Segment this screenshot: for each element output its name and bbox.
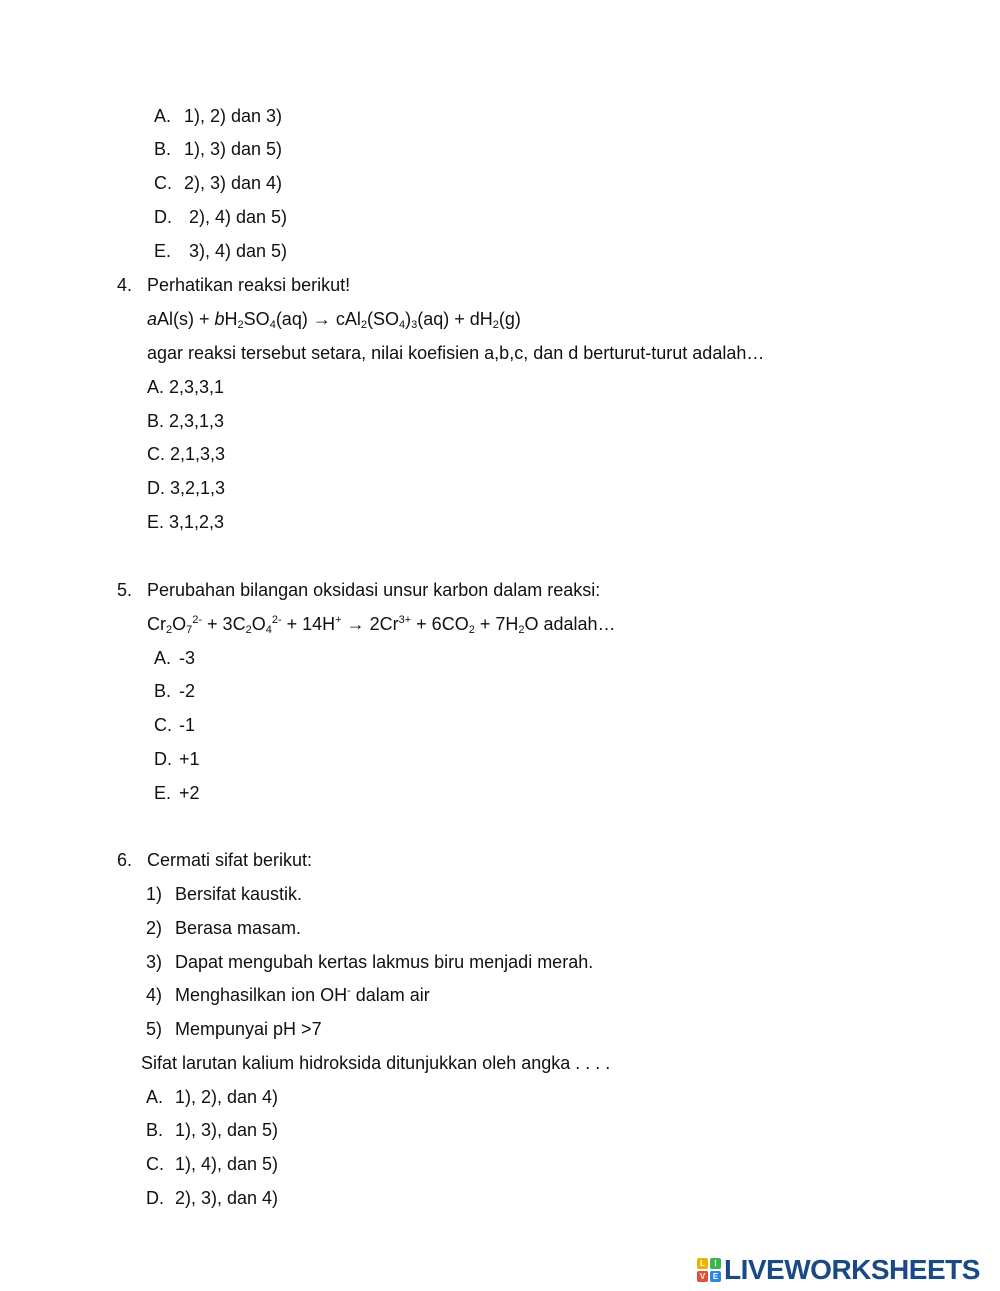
eq-sup: + xyxy=(335,614,342,626)
logo-letter-v: V xyxy=(697,1271,708,1282)
eq-part: (g) xyxy=(498,309,521,329)
option-text: 2), 4) dan 5) xyxy=(189,207,288,227)
item-sup: - xyxy=(347,985,351,997)
q3-option-a[interactable] xyxy=(154,104,282,128)
item-label: 1) xyxy=(146,884,163,904)
option-text: +2 xyxy=(179,783,200,803)
brand-name: LIVEWORKSHEETS xyxy=(724,1254,980,1285)
eq-part: → 2Cr xyxy=(341,614,399,634)
q6-item-3 xyxy=(146,950,593,974)
eq-part: + 6CO xyxy=(411,614,469,634)
q4-option-d[interactable]: D. 3,2,1,3 xyxy=(147,478,226,498)
q6-item-4 xyxy=(146,983,430,1007)
eq-sup: 3+ xyxy=(398,614,412,626)
option-label: D. xyxy=(154,749,172,769)
eq-sub: 3 xyxy=(411,319,418,331)
q5-prompt xyxy=(117,578,600,602)
option-label: A. xyxy=(154,106,172,126)
q6-option-c[interactable] xyxy=(146,1152,278,1176)
item-label: 2) xyxy=(146,918,163,938)
eq-part: O xyxy=(251,614,266,634)
q6-prompt xyxy=(117,848,312,872)
eq-part: H xyxy=(224,309,238,329)
item-label: 3) xyxy=(146,952,163,972)
q4-instruction: agar reaksi tersebut setara, nilai koefisien a,b,c, dan d berturut-turut adalah… xyxy=(147,343,765,363)
liveworksheets-logo[interactable] xyxy=(697,1255,980,1285)
q4-prompt xyxy=(117,273,350,297)
eq-sub: 4 xyxy=(265,624,272,636)
item-label: 5) xyxy=(146,1019,163,1039)
q5-option-b[interactable] xyxy=(154,679,195,703)
eq-part: (aq) + dH xyxy=(417,309,493,329)
question-number: 6. xyxy=(117,850,133,870)
eq-sub: 2 xyxy=(245,624,252,636)
option-text: +1 xyxy=(179,749,200,769)
eq-part: Cr xyxy=(147,614,166,634)
q5-option-a[interactable] xyxy=(154,646,195,670)
option-text: -2 xyxy=(179,681,196,701)
eq-sub: 4 xyxy=(398,319,406,331)
item-text: Mempunyai pH >7 xyxy=(175,1019,322,1039)
q6-option-d[interactable] xyxy=(146,1186,278,1210)
eq-sub: 4 xyxy=(269,319,276,331)
item-text-post: dalam air xyxy=(350,985,430,1005)
q5-option-c[interactable] xyxy=(154,713,195,737)
item-text: Berasa masam. xyxy=(175,918,302,938)
question-text: Perubahan bilangan oksidasi unsur karbon dalam reaksi: xyxy=(147,580,601,600)
q6-option-b[interactable] xyxy=(146,1118,278,1142)
eq-part: O xyxy=(172,614,187,634)
q6-item-1 xyxy=(146,882,302,906)
option-label: A. xyxy=(146,1087,164,1107)
eq-part: (SO xyxy=(366,309,399,329)
option-text: 1), 2), dan 4) xyxy=(175,1087,279,1107)
eq-sub: 2 xyxy=(492,319,499,331)
q4-option-c[interactable]: C. 2,1,3,3 xyxy=(147,444,226,464)
item-text: Menghasilkan ion OH xyxy=(175,985,348,1005)
q6-option-a[interactable] xyxy=(146,1085,278,1109)
logo-icon xyxy=(697,1258,721,1282)
option-text: -1 xyxy=(179,715,196,735)
option-label: D. xyxy=(146,1188,164,1208)
q5-option-e[interactable] xyxy=(154,781,200,805)
q5-option-d[interactable] xyxy=(154,747,200,771)
q5-equation xyxy=(147,612,616,636)
item-text: Dapat mengubah kertas lakmus biru menjadi merah. xyxy=(175,952,594,972)
q6-item-2 xyxy=(146,916,301,940)
eq-part: + 14H xyxy=(281,614,336,634)
q6-question: Sifat larutan kalium hidroksida ditunjukkan oleh angka . . . . xyxy=(141,1053,611,1073)
q3-option-b[interactable] xyxy=(154,137,282,161)
logo-letter-i: I xyxy=(710,1258,721,1269)
option-label: C. xyxy=(154,715,172,735)
eq-sub: 2 xyxy=(166,624,173,636)
q3-option-e[interactable] xyxy=(154,239,287,263)
option-label: B. xyxy=(154,681,172,701)
eq-sub: 2 xyxy=(237,319,244,331)
q6-item-5 xyxy=(146,1017,322,1041)
coef-b: b xyxy=(214,309,225,329)
eq-part: (aq) → cAl xyxy=(275,309,361,329)
option-text: 2), 3) dan 4) xyxy=(184,173,283,193)
option-text: 2), 3), dan 4) xyxy=(175,1188,279,1208)
option-label: D. xyxy=(154,207,172,227)
question-text: Perhatikan reaksi berikut! xyxy=(147,275,351,295)
option-text: 1), 3), dan 5) xyxy=(175,1120,279,1140)
q3-option-c[interactable] xyxy=(154,171,282,195)
option-text: 1), 3) dan 5) xyxy=(184,139,283,159)
question-number: 4. xyxy=(117,275,133,295)
q4-option-b[interactable]: B. 2,3,1,3 xyxy=(147,411,225,431)
option-label: E. xyxy=(154,783,172,803)
eq-part: ) xyxy=(405,309,412,329)
logo-letter-e: E xyxy=(710,1271,721,1282)
eq-part: Al(s) + xyxy=(157,309,215,329)
option-label: E. xyxy=(154,241,172,261)
eq-part: + 7H xyxy=(474,614,519,634)
logo-letter-l: L xyxy=(697,1258,708,1269)
eq-part: SO xyxy=(243,309,270,329)
option-text: -3 xyxy=(179,648,196,668)
eq-part: O adalah… xyxy=(524,614,616,634)
option-text: 3), 4) dan 5) xyxy=(189,241,288,261)
q4-option-a[interactable]: A. 2,3,3,1 xyxy=(147,377,225,397)
q4-equation xyxy=(147,307,521,331)
item-text: Bersifat kaustik. xyxy=(175,884,303,904)
option-label: B. xyxy=(154,139,172,159)
eq-sub: 7 xyxy=(186,624,193,636)
option-label: B. xyxy=(146,1120,164,1140)
option-text: 1), 4), dan 5) xyxy=(175,1154,279,1174)
question-number: 5. xyxy=(117,580,133,600)
option-text: 1), 2) dan 3) xyxy=(184,106,283,126)
q4-option-e[interactable]: E. 3,1,2,3 xyxy=(147,512,225,532)
coef-a: a xyxy=(147,309,158,329)
q3-option-d[interactable] xyxy=(154,205,287,229)
option-label: A. xyxy=(154,648,172,668)
option-label: C. xyxy=(154,173,172,193)
eq-sub: 2 xyxy=(360,319,367,331)
option-label: C. xyxy=(146,1154,164,1174)
question-text: Cermati sifat berikut: xyxy=(147,850,313,870)
eq-sub: 2 xyxy=(468,624,475,636)
item-label: 4) xyxy=(146,985,163,1005)
eq-part: + 3C xyxy=(202,614,246,634)
eq-sup: 2- xyxy=(192,614,203,626)
eq-sup: 2- xyxy=(271,614,282,626)
eq-sub: 2 xyxy=(518,624,525,636)
